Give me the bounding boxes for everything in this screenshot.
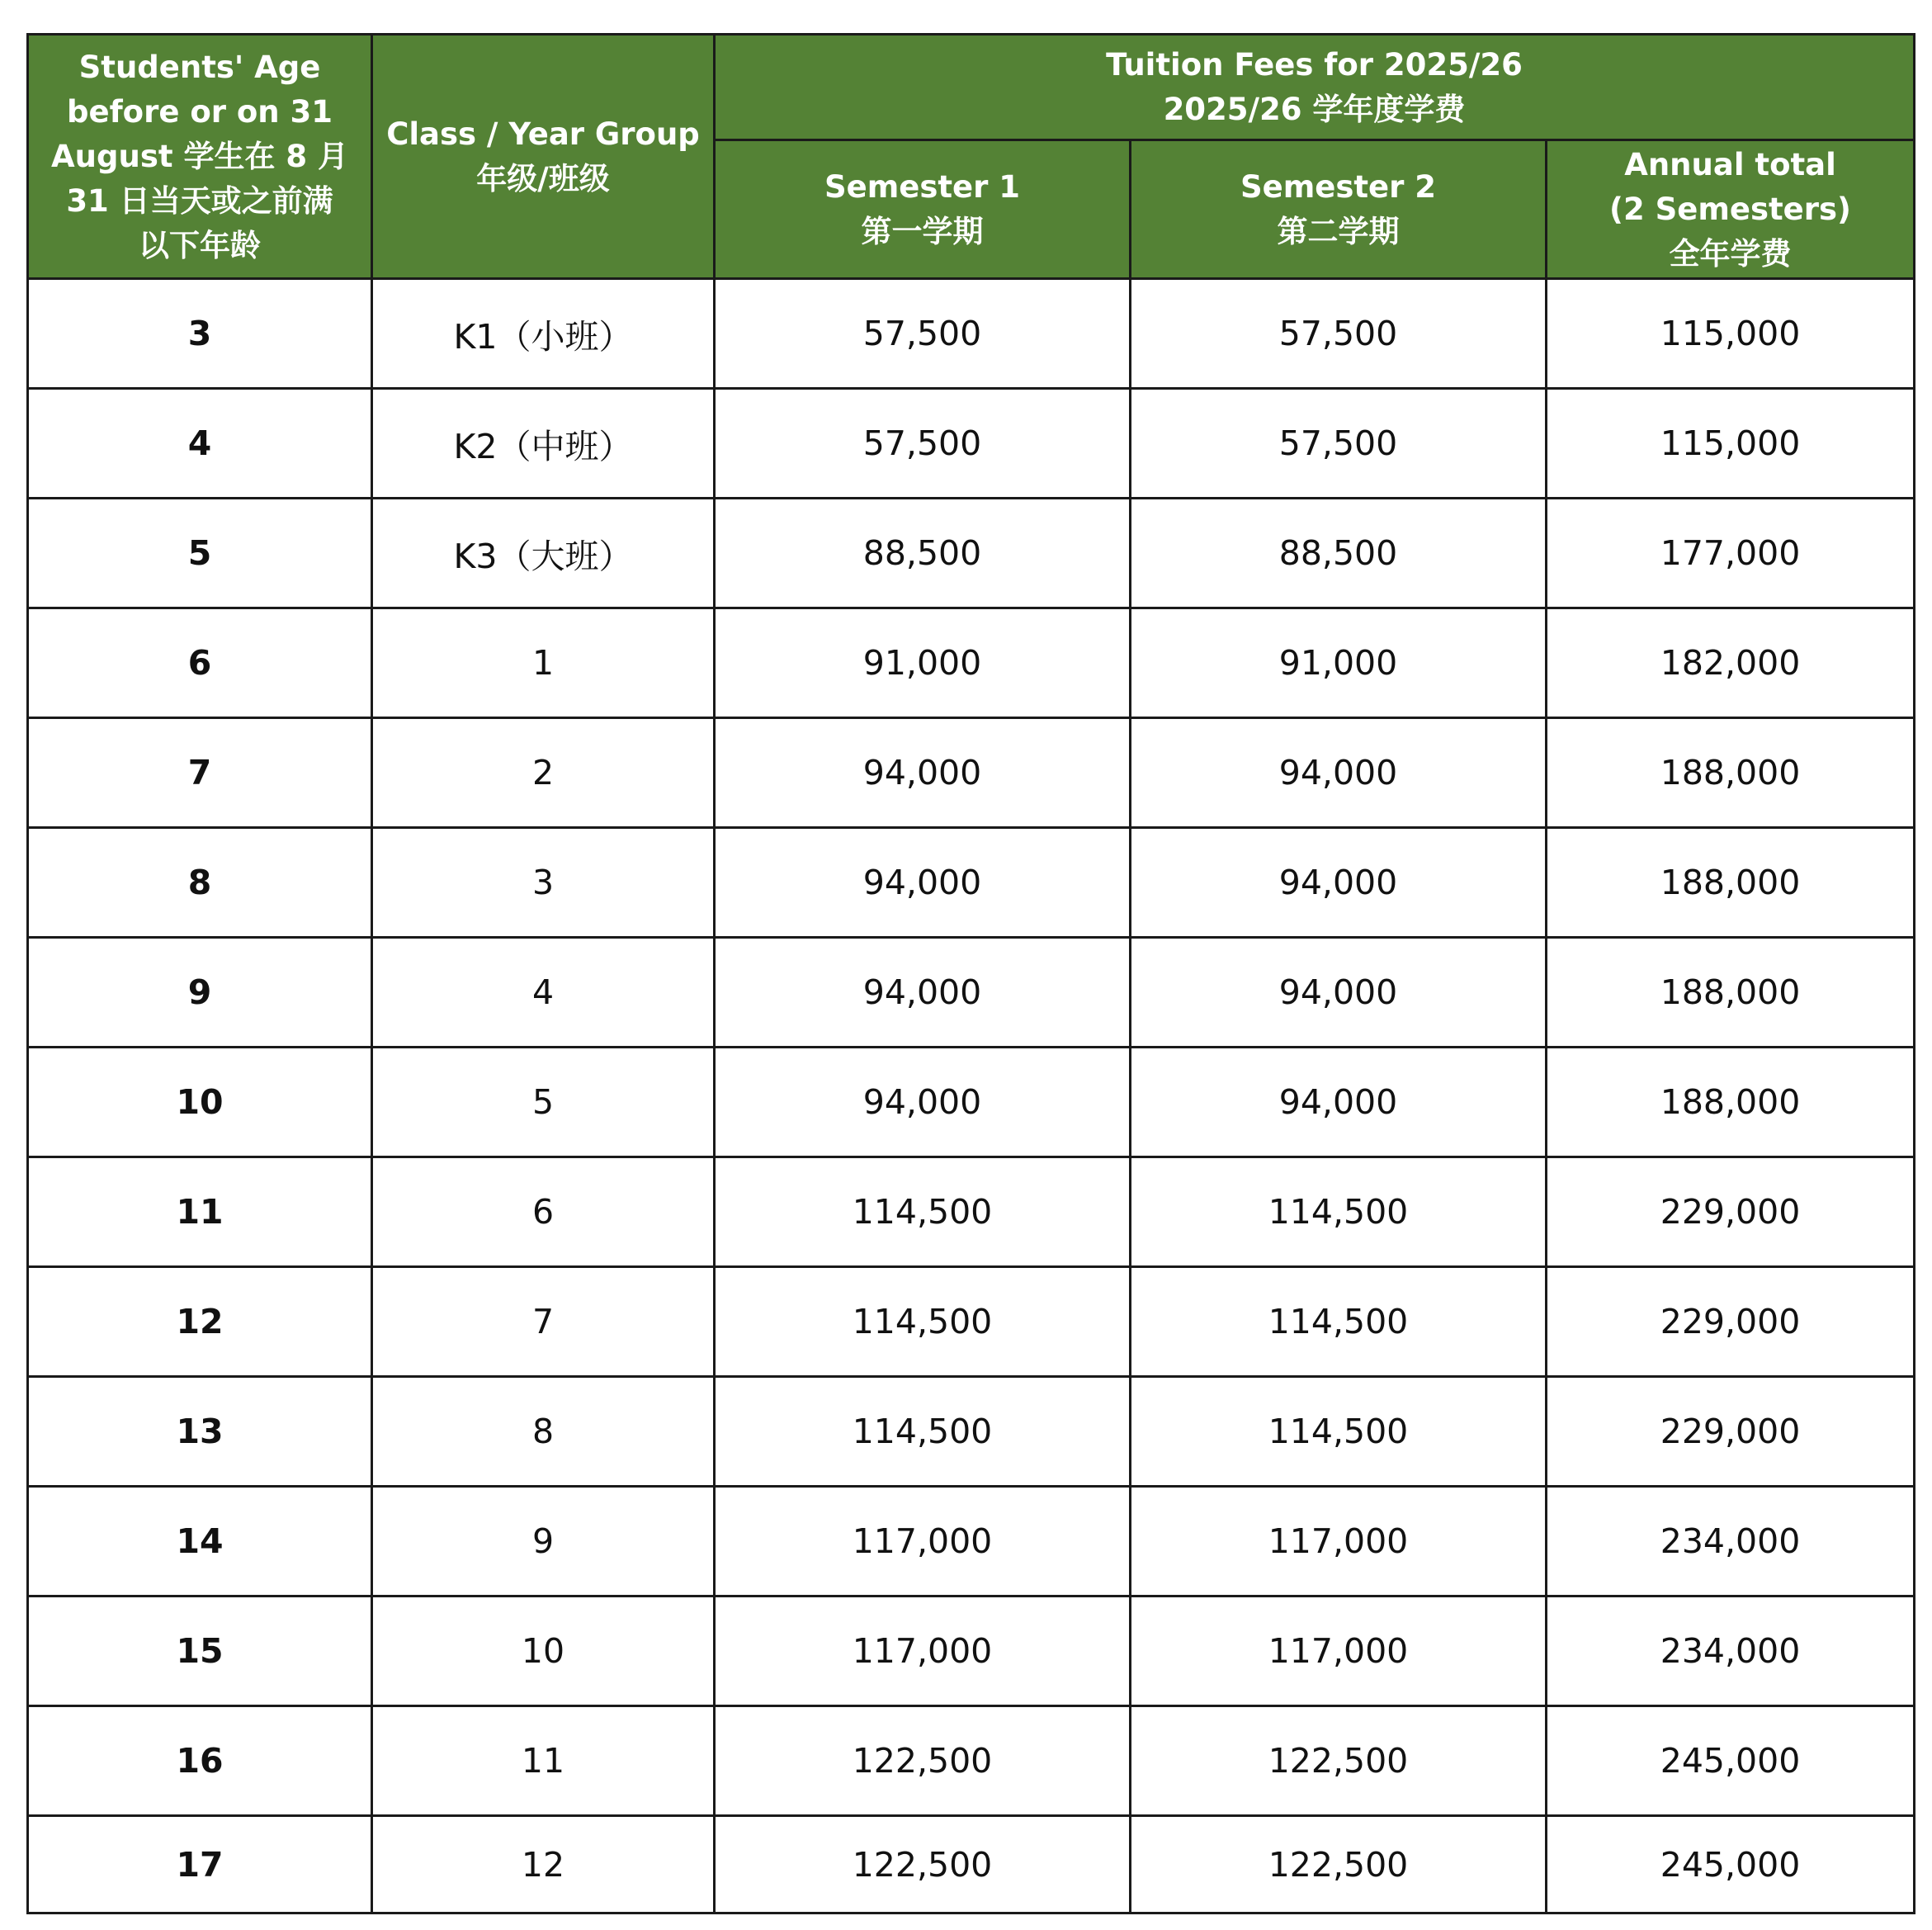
age-column-header [28, 35, 372, 279]
class-cell: 10 [372, 1597, 715, 1706]
semester-2-cell: 114,500 [1131, 1267, 1547, 1377]
table-header [28, 35, 1915, 279]
semester-1-cell: 94,000 [715, 1048, 1131, 1157]
annual-total-cell: 188,000 [1547, 828, 1915, 938]
table-row [28, 608, 1915, 718]
annual-total-cell: 229,000 [1547, 1377, 1915, 1487]
semester-2-header-line-1: Semester 2 [1240, 168, 1437, 205]
class-cell: 4 [372, 938, 715, 1048]
age-header-line-4: 31 日当天或之前满 [66, 182, 333, 219]
age-header-line-2: before or on 31 [67, 93, 333, 130]
semester-1-cell: 117,000 [715, 1487, 1131, 1597]
age-cell: 16 [28, 1706, 372, 1816]
semester-1-cell: 94,000 [715, 718, 1131, 828]
semester-1-cell: 117,000 [715, 1597, 1131, 1706]
table-row [28, 499, 1915, 608]
semester-2-cell: 122,500 [1131, 1706, 1547, 1816]
class-cell: 5 [372, 1048, 715, 1157]
table-row [28, 389, 1915, 499]
class-cell: K1（小班） [372, 279, 715, 389]
annual-total-cell: 182,000 [1547, 608, 1915, 718]
age-cell: 9 [28, 938, 372, 1048]
age-cell: 10 [28, 1048, 372, 1157]
class-cell: 11 [372, 1706, 715, 1816]
semester-2-cell: 114,500 [1131, 1157, 1547, 1267]
semester-1-cell: 94,000 [715, 828, 1131, 938]
age-cell: 8 [28, 828, 372, 938]
table-body [28, 279, 1915, 1913]
semester-1-cell: 114,500 [715, 1377, 1131, 1487]
table-row [28, 1487, 1915, 1597]
age-header-line-5: 以下年龄 [139, 227, 261, 263]
semester-1-cell: 57,500 [715, 279, 1131, 389]
semester-2-column-header [1131, 140, 1547, 279]
annual-total-cell: 234,000 [1547, 1597, 1915, 1706]
table-row [28, 1597, 1915, 1706]
age-cell: 14 [28, 1487, 372, 1597]
semester-1-header-line-1: Semester 1 [824, 168, 1021, 205]
semester-2-header-line-2: 第二学期 [1277, 213, 1400, 249]
age-header-line-1: Students' Age [78, 49, 321, 85]
semester-1-column-header [715, 140, 1131, 279]
semester-2-cell: 94,000 [1131, 1048, 1547, 1157]
table-row [28, 1816, 1915, 1913]
class-cell: 3 [372, 828, 715, 938]
class-cell: 12 [372, 1816, 715, 1913]
table-row [28, 718, 1915, 828]
class-cell: 2 [372, 718, 715, 828]
header-row-top [28, 35, 1915, 140]
annual-header-line-2: (2 Semesters) [1609, 191, 1851, 227]
annual-total-cell: 177,000 [1547, 499, 1915, 608]
annual-total-cell: 245,000 [1547, 1706, 1915, 1816]
semester-2-cell: 117,000 [1131, 1487, 1547, 1597]
table-row [28, 1706, 1915, 1816]
class-cell: 6 [372, 1157, 715, 1267]
table-row [28, 1267, 1915, 1377]
annual-total-cell: 234,000 [1547, 1487, 1915, 1597]
tuition-fees-group-header [715, 35, 1915, 140]
annual-total-cell: 229,000 [1547, 1267, 1915, 1377]
age-cell: 3 [28, 279, 372, 389]
age-cell: 4 [28, 389, 372, 499]
annual-total-cell: 188,000 [1547, 938, 1915, 1048]
age-cell: 5 [28, 499, 372, 608]
class-cell: 8 [372, 1377, 715, 1487]
age-cell: 17 [28, 1816, 372, 1913]
tuition-fees-table [26, 33, 1915, 1914]
table-row [28, 1048, 1915, 1157]
annual-total-cell: 115,000 [1547, 279, 1915, 389]
class-column-header [372, 35, 715, 279]
annual-total-cell: 188,000 [1547, 718, 1915, 828]
table-row [28, 938, 1915, 1048]
semester-1-cell: 88,500 [715, 499, 1131, 608]
annual-total-cell: 188,000 [1547, 1048, 1915, 1157]
tuition-header-line-2: 2025/26 学年度学费 [1163, 91, 1466, 127]
annual-header-line-1: Annual total [1624, 146, 1836, 182]
semester-2-cell: 114,500 [1131, 1377, 1547, 1487]
semester-1-cell: 91,000 [715, 608, 1131, 718]
semester-1-header-line-2: 第一学期 [861, 213, 984, 249]
annual-total-cell: 229,000 [1547, 1157, 1915, 1267]
semester-1-cell: 122,500 [715, 1816, 1131, 1913]
semester-2-cell: 57,500 [1131, 279, 1547, 389]
age-header-line-3: August 学生在 8 月 [51, 138, 348, 174]
semester-2-cell: 91,000 [1131, 608, 1547, 718]
semester-1-cell: 122,500 [715, 1706, 1131, 1816]
class-cell: K2（中班） [372, 389, 715, 499]
class-cell: K3（大班） [372, 499, 715, 608]
class-cell: 7 [372, 1267, 715, 1377]
class-cell: 9 [372, 1487, 715, 1597]
table-row [28, 1377, 1915, 1487]
age-cell: 11 [28, 1157, 372, 1267]
semester-1-cell: 57,500 [715, 389, 1131, 499]
class-header-line-2: 年级/班级 [476, 160, 610, 196]
class-header-line-1: Class / Year Group [386, 116, 700, 152]
semester-2-cell: 94,000 [1131, 718, 1547, 828]
annual-total-cell: 115,000 [1547, 389, 1915, 499]
annual-total-cell: 245,000 [1547, 1816, 1915, 1913]
table-row [28, 828, 1915, 938]
semester-2-cell: 117,000 [1131, 1597, 1547, 1706]
age-cell: 13 [28, 1377, 372, 1487]
age-cell: 6 [28, 608, 372, 718]
semester-1-cell: 94,000 [715, 938, 1131, 1048]
age-cell: 7 [28, 718, 372, 828]
semester-2-cell: 57,500 [1131, 389, 1547, 499]
annual-total-column-header [1547, 140, 1915, 279]
semester-2-cell: 88,500 [1131, 499, 1547, 608]
semester-1-cell: 114,500 [715, 1157, 1131, 1267]
table-row [28, 1157, 1915, 1267]
semester-2-cell: 94,000 [1131, 828, 1547, 938]
semester-2-cell: 122,500 [1131, 1816, 1547, 1913]
age-cell: 12 [28, 1267, 372, 1377]
annual-header-line-3: 全年学费 [1669, 235, 1792, 272]
table-row [28, 279, 1915, 389]
age-cell: 15 [28, 1597, 372, 1706]
semester-2-cell: 94,000 [1131, 938, 1547, 1048]
tuition-header-line-1: Tuition Fees for 2025/26 [1106, 46, 1523, 83]
class-cell: 1 [372, 608, 715, 718]
semester-1-cell: 114,500 [715, 1267, 1131, 1377]
